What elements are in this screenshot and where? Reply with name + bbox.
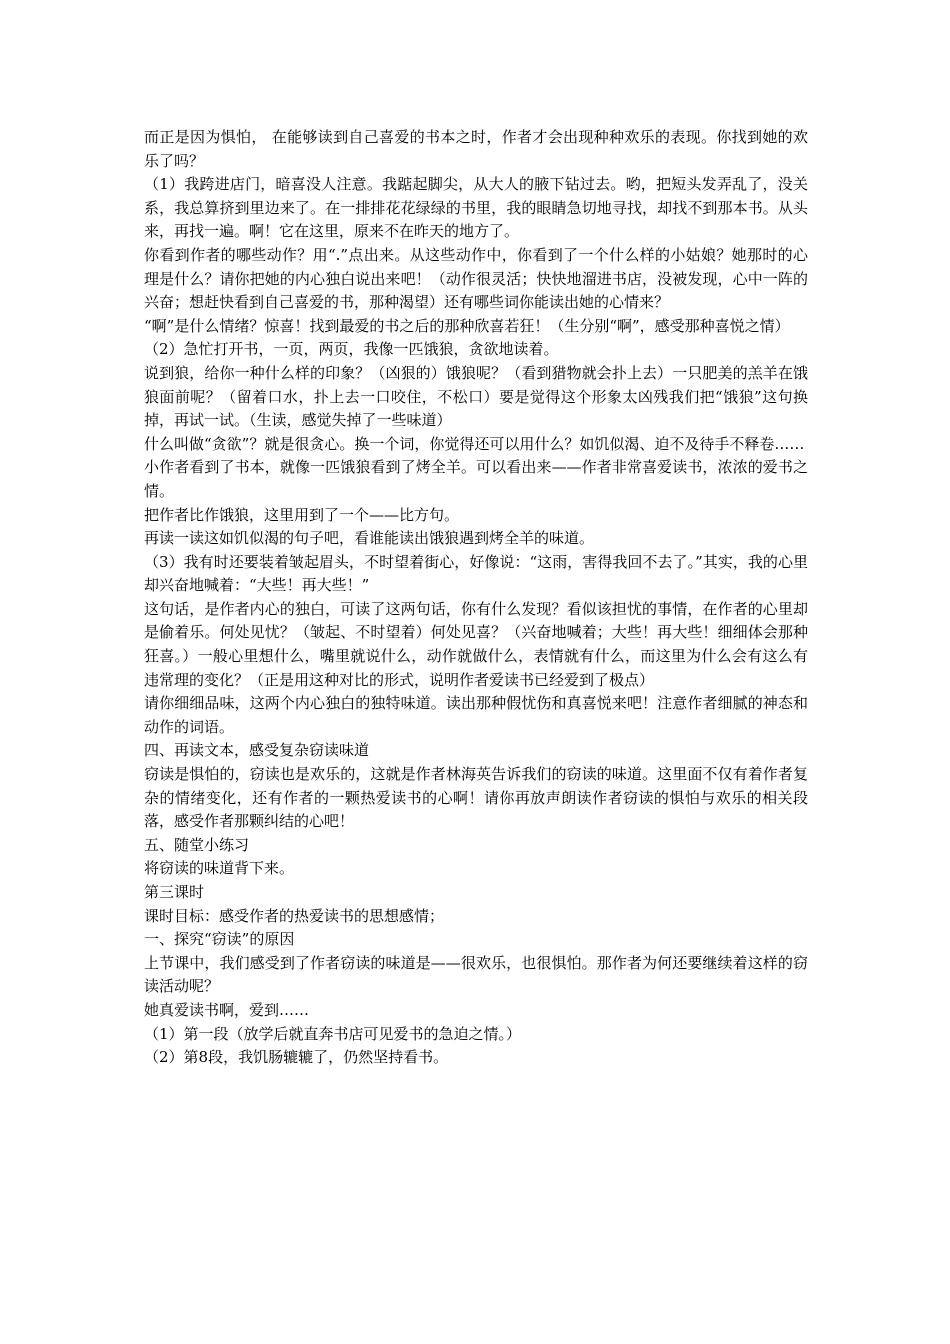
paragraph-10: 再读一读这如饥似渴的句子吧，看谁能读出饿狼遇到烤全羊的味道。 bbox=[144, 529, 595, 548]
paragraph-17: 将窃读的味道背下来。 bbox=[144, 859, 295, 878]
paragraph-2: （1）我跨进店门，暗喜没人注意。我踮起脚尖，从大人的腋下钻过去。哟，把短头发弄乱了，没关系，我总算挤到里边来了。在一排排花花绿绿的书里，我的眼睛急切地寻找，却找不到那本书。从头来，再找一遍。啊！它在这里，原来不在昨天的地方了。 bbox=[144, 175, 808, 241]
lesson-goal: 课时目标：感受作者的热爱读书的思想感情； bbox=[144, 906, 445, 925]
paragraph-9: 把作者比作饿狼，这里用到了一个——比方句。 bbox=[144, 505, 460, 524]
paragraph-7: 什么叫做“贪欲”？就是很贪心。换一个词，你觉得还可以用什么？如饥似渴、迫不及待手不释卷…… bbox=[144, 434, 805, 453]
paragraph-15: 窃读是惧怕的，窃读也是欢乐的，这就是作者林海英告诉我们的窃读的味道。这里面不仅有着作者复杂的情绪变化，还有作者的一颗热爱读书的心啊！请你再放声朗读作者窃读的惧怕与欢乐的相关段落，感受作者那颗纠结的心吧！ bbox=[144, 765, 808, 831]
paragraph-8: 小作者看到了书本，就像一匹饿狼看到了烤全羊。可以看出来——作者非常喜爱读书，浓浓的爱书之情。 bbox=[144, 458, 808, 500]
paragraph-1: 而正是因为惧怕， 在能够读到自己喜爱的书本之时，作者才会出现种种欢乐的表现。你找到她的欢乐了吗？ bbox=[144, 128, 808, 170]
paragraph-12: 这句话，是作者内心的独白，可读了这两句话，你有什么发现？看似该担忧的事情，在作者的心里却是偷着乐。何处见忧？（皱起、不时望着）何处见喜？（兴奋地喊着；大些！再大些！细细体会那种狂喜。）一般心里想什么，嘴里就说什么，动作就做什么，表情就有什么，而这里为什么会有这么有违常理的变化？（正是用这种对比的形式，说明作者爱读书已经爱到了极点） bbox=[144, 599, 808, 689]
paragraph-3: 你看到作者的哪些动作？用“.”点出来。从这些动作中，你看到了一个什么样的小姑娘？她那时的心理是什么？请你把她的内心独白说出来吧！（动作很灵活；快快地溜进书店，没被发现，心中一阵的兴奋；想赶快看到自己喜爱的书，那种渴望）还有哪些词你能读出她的心情来？ bbox=[144, 245, 808, 312]
document-page bbox=[144, 126, 808, 1070]
section-heading-1: 一、探究“窃读”的原因 bbox=[144, 930, 295, 949]
paragraph-21: 上节课中，我们感受到了作者窃读的味道是——很欢乐，也很惧怕。那作者为何还要继续着这样的窃读活动呢？ bbox=[144, 953, 808, 996]
section-heading-5: 五、随堂小练习 bbox=[144, 835, 250, 854]
lesson-heading: 第三课时 bbox=[144, 883, 205, 901]
section-heading-4: 四、再读文本，感受复杂窃读味道 bbox=[144, 741, 370, 760]
paragraph-13: 请你细细品味，这两个内心独白的独特味道。读出那种假忧伤和真喜悦来吧！注意作者细腻的神态和动作的词语。 bbox=[144, 694, 808, 736]
paragraph-4: “啊”是什么情绪？惊喜！找到最爱的书之后的那种欣喜若狂！（生分别“啊”，感受那种喜悦之情） bbox=[144, 316, 790, 335]
paragraph-5: （2）急忙打开书，一页，两页，我像一匹饿狼，贪欲地读着。 bbox=[144, 340, 559, 359]
paragraph-24: （2）第8段，我饥肠辘辘了，仍然坚持看书。 bbox=[144, 1048, 449, 1067]
paragraph-11: （3）我有时还要装着皱起眉头，不时望着街心，好像说：“这雨，害得我回不去了。”其实，我的心里却兴奋地喊着：“大些！再大些！” bbox=[144, 552, 808, 595]
paragraph-6: 说到狼，给你一种什么样的印象？（凶狠的）饿狼呢？（看到猎物就会扑上去）一只肥美的羔羊在饿狼面前呢？（留着口水，扑上去一口咬住，不松口）要是觉得这个形象太凶残我们把“饿狼”这句换掉，再试一试。（生读，感觉失掉了一些味道） bbox=[144, 363, 808, 430]
paragraph-22: 她真爱读书啊，爱到…… bbox=[144, 1000, 310, 1019]
paragraph-23: （1）第一段（放学后就直奔书店可见爱书的急迫之情。） bbox=[144, 1024, 522, 1043]
